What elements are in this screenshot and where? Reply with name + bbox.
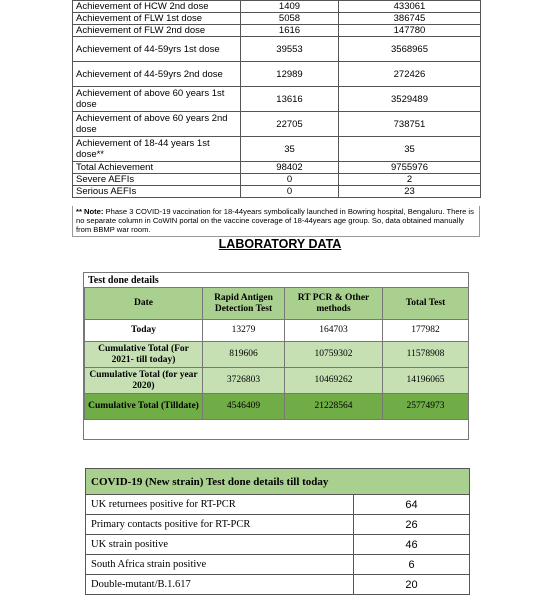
row-label: Severe AEFIs — [73, 174, 241, 186]
row-label: Total Achievement — [73, 162, 241, 174]
row-label: Today — [85, 320, 203, 342]
rat-value: 13279 — [203, 320, 285, 342]
lab-row-cumulative-tilldate — [85, 394, 469, 420]
lab-test-title: Test done details — [88, 275, 159, 286]
strain-value: 64 — [354, 495, 470, 515]
today-value: 1616 — [241, 25, 339, 37]
strain-label: UK returnees positive for RT-PCR — [86, 495, 354, 515]
strain-label: South Africa strain positive — [86, 555, 354, 575]
total-value: 177982 — [383, 320, 469, 342]
today-value: 39553 — [241, 37, 339, 62]
today-value: 35 — [241, 137, 339, 162]
today-value: 12989 — [241, 62, 339, 87]
cumulative-value: 23 — [339, 186, 481, 198]
vaccination-row — [73, 174, 481, 186]
row-label: Achievement of 44-59yrs 2nd dose — [73, 62, 241, 87]
lab-row-today — [85, 320, 469, 342]
row-label: Achievement of FLW 2nd dose — [73, 25, 241, 37]
header-date: Date — [85, 288, 203, 320]
row-label: Achievement of FLW 1st dose — [73, 13, 241, 25]
new-strain-title: COVID-19 (New strain) Test done details till today — [86, 469, 470, 495]
cumulative-value: 147780 — [339, 25, 481, 37]
row-label: Achievement of 44-59yrs 1st dose — [73, 37, 241, 62]
rat-value: 3726803 — [203, 368, 285, 394]
strain-row — [86, 535, 470, 555]
strain-label: Primary contacts positive for RT-PCR — [86, 515, 354, 535]
strain-row — [86, 555, 470, 575]
today-value: 1409 — [241, 1, 339, 13]
total-value: 25774973 — [383, 394, 469, 420]
lab-row-cumulative-2020 — [85, 368, 469, 394]
rat-value: 819606 — [203, 342, 285, 368]
strain-row — [86, 495, 470, 515]
today-value: 5058 — [241, 13, 339, 25]
vaccination-row — [73, 13, 481, 25]
strain-value: 6 — [354, 555, 470, 575]
today-value: 0 — [241, 174, 339, 186]
vaccination-table — [72, 0, 481, 198]
rtpcr-value: 10759302 — [285, 342, 383, 368]
cumulative-value: 738751 — [339, 112, 481, 137]
lab-header-row — [85, 288, 469, 320]
rat-value: 4546409 — [203, 394, 285, 420]
total-value: 11578908 — [383, 342, 469, 368]
header-rt-pcr: RT PCR & Other methods — [285, 288, 383, 320]
vaccination-note — [72, 206, 480, 237]
strain-label: UK strain positive — [86, 535, 354, 555]
vaccination-row — [73, 162, 481, 174]
strain-row — [86, 515, 470, 535]
strain-label: Double-mutant/B.1.617 — [86, 575, 354, 595]
row-label: Achievement of 18-44 years 1st dose** — [73, 137, 241, 162]
laboratory-data-heading: LABORATORY DATA — [218, 237, 342, 251]
row-label: Achievement of HCW 2nd dose — [73, 1, 241, 13]
row-label: Serious AEFIs — [73, 186, 241, 198]
today-value: 22705 — [241, 112, 339, 137]
vaccination-row — [73, 37, 481, 62]
cumulative-value: 9755976 — [339, 162, 481, 174]
new-strain-table — [85, 468, 470, 595]
cumulative-value: 3568965 — [339, 37, 481, 62]
cumulative-value: 433061 — [339, 1, 481, 13]
today-value: 13616 — [241, 87, 339, 112]
header-rapid-antigen: Rapid Antigen Detection Test — [203, 288, 285, 320]
header-total-test: Total Test — [383, 288, 469, 320]
strain-value: 20 — [354, 575, 470, 595]
cumulative-value: 272426 — [339, 62, 481, 87]
vaccination-row — [73, 112, 481, 137]
lab-row-cumulative-2021 — [85, 342, 469, 368]
today-value: 0 — [241, 186, 339, 198]
note-text: Phase 3 COVID-19 vaccination for 18-44years symbolically launched in Bowring hospital, Bengaluru. There is no separate column in CoWIN portal on the vaccine coverage of 18-44years age group. So, data obtained manually from BBMP war room. — [76, 207, 474, 234]
row-label: Achievement of above 60 years 2nd dose — [73, 112, 241, 137]
strain-row — [86, 575, 470, 595]
rtpcr-value: 21228564 — [285, 394, 383, 420]
vaccination-row — [73, 87, 481, 112]
row-label: Cumulative Total (for year 2020) — [85, 368, 203, 394]
rtpcr-value: 164703 — [285, 320, 383, 342]
strain-value: 26 — [354, 515, 470, 535]
cumulative-value: 2 — [339, 174, 481, 186]
strain-value: 46 — [354, 535, 470, 555]
cumulative-value: 386745 — [339, 13, 481, 25]
today-value: 98402 — [241, 162, 339, 174]
lab-test-panel — [83, 272, 469, 440]
rtpcr-value: 10469262 — [285, 368, 383, 394]
note-label: ** Note: — [76, 207, 104, 216]
lab-test-table — [84, 287, 469, 420]
row-label: Cumulative Total (For 2021- till today) — [85, 342, 203, 368]
cumulative-value: 3529489 — [339, 87, 481, 112]
vaccination-row — [73, 25, 481, 37]
row-label: Cumulative Total (Tilldate) — [85, 394, 203, 420]
cumulative-value: 35 — [339, 137, 481, 162]
vaccination-row — [73, 137, 481, 162]
row-label: Achievement of above 60 years 1st dose — [73, 87, 241, 112]
new-strain-title-row — [86, 469, 470, 495]
total-value: 14196065 — [383, 368, 469, 394]
vaccination-row — [73, 186, 481, 198]
vaccination-row — [73, 62, 481, 87]
vaccination-row — [73, 1, 481, 13]
